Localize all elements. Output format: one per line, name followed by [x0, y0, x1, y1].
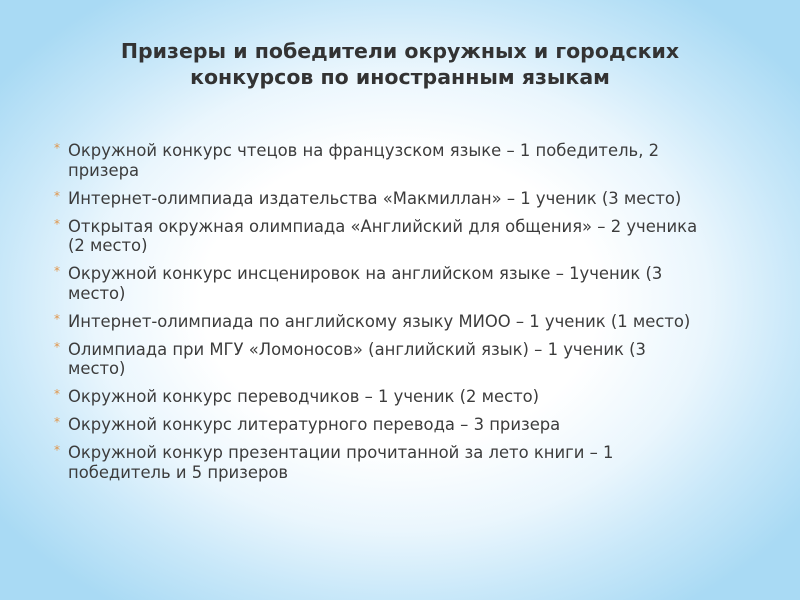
- asterisk-icon: *: [54, 339, 60, 354]
- bullet-item-text: Окружной конкур презентации прочитанной за лето книги – 1: [68, 443, 614, 463]
- bullet-item-3: [52, 217, 772, 256]
- slide-title-line-2: конкурсов по иностранным языкам: [190, 65, 610, 89]
- bullet-list: [52, 141, 772, 491]
- bullet-item-5: [52, 312, 772, 332]
- bullet-item-6: [52, 340, 772, 379]
- asterisk-icon: *: [54, 415, 60, 430]
- slide-title-line-1: Призеры и победители окружных и городских: [120, 39, 680, 63]
- bullet-item-text: Интернет-олимпиада издательства «Макмиллан» – 1 ученик (3 место): [68, 188, 682, 208]
- bullet-item-text: место): [68, 283, 126, 303]
- bullet-item-1: [52, 141, 772, 180]
- bullet-item-9: [52, 443, 772, 482]
- bullet-item-7: [52, 387, 772, 407]
- bullet-item-8: [52, 415, 772, 435]
- bullet-item-text: победитель и 5 призеров: [68, 462, 289, 482]
- bullet-item-text: призера: [68, 160, 140, 180]
- asterisk-icon: *: [54, 387, 60, 402]
- slide-title: [60, 38, 740, 90]
- bullet-item-text: Открытая окружная олимпиада «Английский для общения» – 2 ученика: [68, 216, 698, 236]
- asterisk-icon: *: [54, 311, 60, 326]
- asterisk-icon: *: [54, 264, 60, 279]
- asterisk-icon: *: [54, 443, 60, 458]
- bullet-item-text: Окружной конкурс инсценировок на английском языке – 1ученик (3: [68, 264, 663, 284]
- bullet-item-4: [52, 264, 772, 303]
- bullet-item-text: Окружной конкурс литературного перевода – 3 призера: [68, 415, 561, 435]
- asterisk-icon: *: [54, 216, 60, 231]
- bullet-item-text: Олимпиада при МГУ «Ломоносов» (английский язык) – 1 ученик (3: [68, 339, 646, 359]
- bullet-item-text: Интернет-олимпиада по английскому языку МИОО – 1 ученик (1 место): [68, 311, 691, 331]
- bullet-item-text: (2 место): [68, 236, 148, 256]
- asterisk-icon: *: [54, 141, 60, 155]
- bullet-item-text: место): [68, 359, 126, 379]
- bullet-item-text: Окружной конкурс переводчиков – 1 ученик (2 место): [68, 387, 540, 407]
- bullet-item-2: [52, 189, 772, 209]
- asterisk-icon: *: [54, 188, 60, 203]
- bullet-item-text: Окружной конкурс чтецов на французском языке – 1 победитель, 2: [68, 141, 660, 160]
